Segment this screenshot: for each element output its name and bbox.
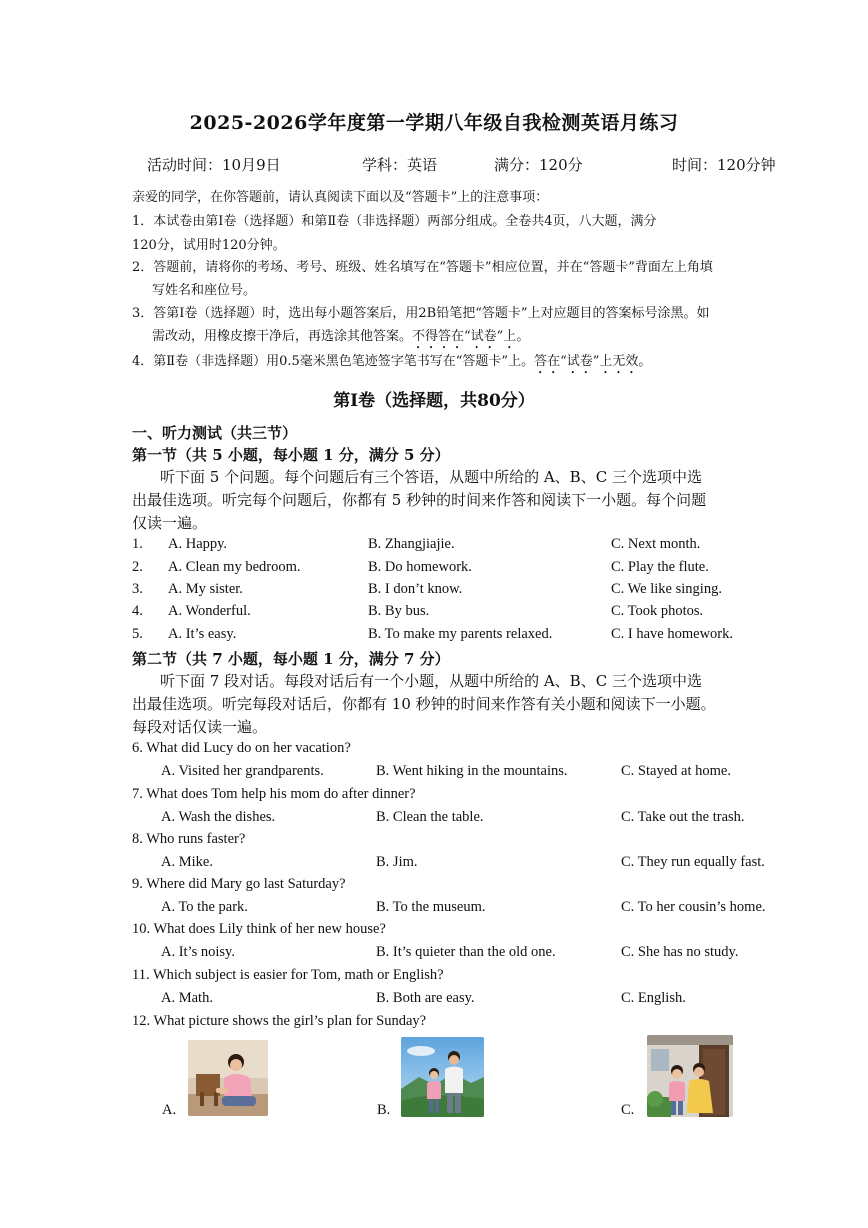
q7-option-c: C. Take out the trash.	[621, 809, 745, 825]
activity-time: 活动时间：10月9日	[147, 156, 281, 174]
q2-option-c: C. Play the flute.	[611, 559, 709, 575]
q5-question-number: 5.	[132, 626, 143, 642]
q1-question-number: 1.	[132, 536, 143, 552]
q3-option-b: B. I don’t know.	[368, 581, 463, 597]
q2-option-b: B. Do homework.	[368, 559, 472, 575]
exam-title: 2025-2026学年度第一学期八年级自我检测英语月练习	[189, 112, 679, 134]
instructions-2-cont: 出最佳选项。听完每段对话后，你都有 10 秒钟的时间来作答有关小题和阅读下一小题。	[132, 695, 716, 713]
q3-question-number: 3.	[132, 581, 143, 597]
q9-option-c: C. To her cousin’s home.	[621, 899, 766, 915]
question-11: 11. Which subject is easier for Tom, math or English?	[132, 967, 444, 983]
q1-option-b: B. Zhangjiajie.	[368, 536, 455, 552]
q4-question-number: 4.	[132, 603, 143, 619]
q2-question-number: 2.	[132, 559, 143, 575]
notice-item-2: 2．答题前，请将你的考场、考号、班级、姓名填写在“答题卡”相应位置，并在“答题卡”背面左上角填	[132, 260, 713, 275]
q12-option-c-label: C.	[621, 1102, 635, 1118]
q8-option-a: A. Mike.	[161, 854, 213, 870]
question-8: 8. Who runs faster?	[132, 831, 246, 847]
notice-item-4: 4．第Ⅱ卷（非选择题）用0.5毫米黑色笔迹签字笔书写在“答题卡”上。答在“试卷”上无效。	[132, 354, 652, 369]
question-9: 9. Where did Mary go last Saturday?	[132, 876, 346, 892]
q12-picture-c-girls-at-door	[647, 1035, 733, 1117]
question-12: 12. What picture shows the girl’s plan for Sunday?	[132, 1013, 427, 1029]
notice-item-1-cont: 120分，试用时120分钟。	[132, 238, 286, 253]
q3-option-a: A. My sister.	[168, 581, 243, 597]
q1-option-c: C. Next month.	[611, 536, 701, 552]
notice-item-3: 3．答第Ⅰ卷（选择题）时，选出每小题答案后，用2B铅笔把“答题卡”上对应题目的答案标号涂黑。如	[132, 306, 710, 321]
instructions-2-end: 每段对话仅读一遍。	[132, 718, 268, 736]
q5-option-a: A. It’s easy.	[168, 626, 237, 642]
q4-option-b: B. By bus.	[368, 603, 430, 619]
q9-option-a: A. To the park.	[161, 899, 248, 915]
q3-option-c: C. We like singing.	[611, 581, 722, 597]
question-7: 7. What does Tom help his mom do after dinner?	[132, 786, 416, 802]
q10-option-b: B. It’s quieter than the old one.	[376, 944, 556, 960]
instructions-2: 听下面 7 段对话。每段对话后有一个小题，从题中所给的 A、B、C 三个选项中选	[160, 672, 702, 690]
q7-option-a: A. Wash the dishes.	[161, 809, 276, 825]
subject: 学科：英语	[362, 156, 438, 174]
q7-option-b: B. Clean the table.	[376, 809, 484, 825]
notice-item-1: 1．本试卷由第Ⅰ卷（选择题）和第Ⅱ卷（非选择题）两部分组成。全卷共4页，八大题，满分	[132, 214, 657, 229]
q10-option-a: A. It’s noisy.	[161, 944, 235, 960]
instructions-1: 听下面 5 个问题。每个问题后有三个答语，从题中所给的 A、B、C 三个选项中选	[160, 468, 702, 486]
subsection-2-heading: 第二节（共 7 小题，每小题 1 分，满分 7 分）	[132, 650, 450, 668]
q6-option-c: C. Stayed at home.	[621, 763, 731, 779]
q11-option-a: A. Math.	[161, 990, 213, 1006]
q2-option-a: A. Clean my bedroom.	[168, 559, 301, 575]
full-score: 满分：120分	[494, 156, 583, 174]
q8-option-c: C. They run equally fast.	[621, 854, 765, 870]
q8-option-b: B. Jim.	[376, 854, 418, 870]
q6-option-a: A. Visited her grandparents.	[161, 763, 324, 779]
q9-option-b: B. To the museum.	[376, 899, 486, 915]
subsection-1-heading: 第一节（共 5 小题，每小题 1 分，满分 5 分）	[132, 446, 450, 464]
q6-option-b: B. Went hiking in the mountains.	[376, 763, 568, 779]
notice-item-2-cont: 写姓名和座位号。	[152, 283, 257, 298]
q5-option-c: C. I have homework.	[611, 626, 734, 642]
exam-time: 时间：120分钟	[672, 156, 776, 174]
notice-intro: 亲爱的同学，在你答题前，请认真阅读下面以及“答题卡”上的注意事项：	[132, 190, 549, 205]
notice-item-3-cont: 需改动，用橡皮擦干净后，再选涂其他答案。不得答在“试卷”上。	[152, 329, 530, 344]
question-6: 6. What did Lucy do on her vacation?	[132, 740, 351, 756]
q4-option-a: A. Wonderful.	[168, 603, 251, 619]
q12-picture-a-girl-doing-crafts	[188, 1040, 268, 1116]
instructions-1-cont: 出最佳选项。听完每个问题后，你都有 5 秒钟的时间来作答和阅读下一小题。每个问题	[132, 491, 707, 509]
q12-picture-b-father-daughter-hiking	[401, 1037, 484, 1117]
q12-option-b-label: B.	[377, 1102, 391, 1118]
q5-option-b: B. To make my parents relaxed.	[368, 626, 553, 642]
q10-option-c: C. She has no study.	[621, 944, 739, 960]
question-10: 10. What does Lily think of her new house?	[132, 921, 386, 937]
q12-option-a-label: A.	[162, 1102, 177, 1118]
q11-option-c: C. English.	[621, 990, 686, 1006]
instructions-1-end: 仅读一遍。	[132, 514, 208, 532]
q1-option-a: A. Happy.	[168, 536, 228, 552]
q11-option-b: B. Both are easy.	[376, 990, 475, 1006]
q4-option-c: C. Took photos.	[611, 603, 704, 619]
section-heading: 一、听力测试（共三节）	[132, 424, 298, 442]
part-1-title: 第Ⅰ卷（选择题，共80分）	[333, 391, 535, 411]
